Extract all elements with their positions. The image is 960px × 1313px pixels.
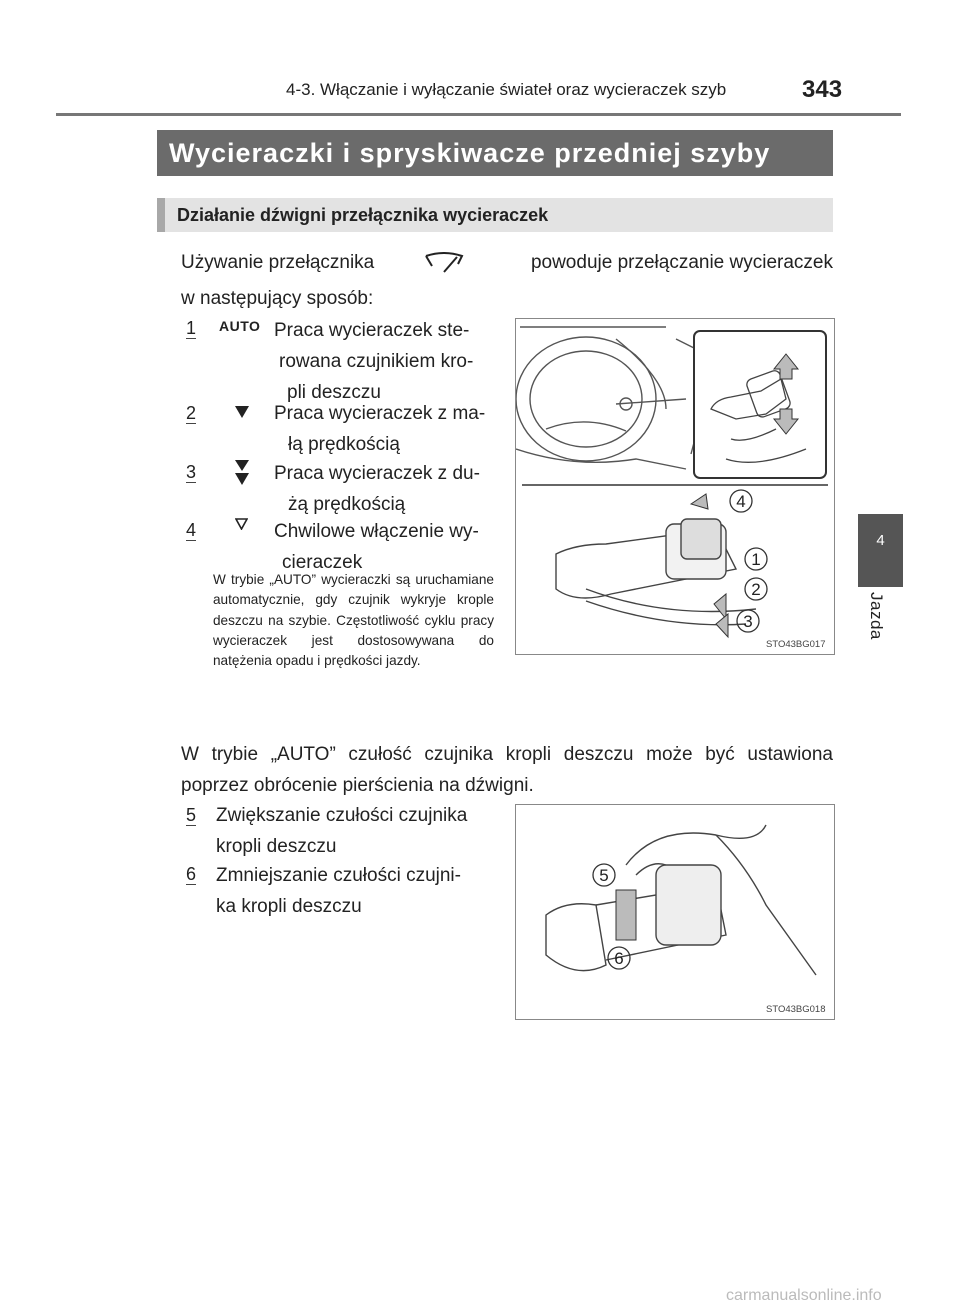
figure-1-callout-3: 3	[743, 612, 753, 631]
wiper-switch-icon	[424, 252, 464, 276]
watermark: carmanualsonline.info	[726, 1287, 882, 1304]
single-down-triangle-icon	[235, 406, 249, 418]
item-line: Zmniejszanie czułości czujni-	[216, 865, 461, 886]
item-line: cieraczek	[282, 552, 363, 573]
item-line: kropli deszczu	[216, 836, 337, 857]
item-4-text	[274, 516, 496, 578]
item-line: żą prędkością	[288, 494, 406, 515]
item-number: 1	[186, 318, 197, 338]
item-line: Praca wycieraczek ste-	[274, 320, 470, 341]
chapter-number: 4	[876, 532, 885, 549]
figure-1-callout-4: 4	[736, 492, 746, 511]
subsection-title: Działanie dźwigni przełącznika wycieraczek	[157, 198, 833, 232]
item-number: 6	[186, 864, 197, 884]
figure-2-code: STO43BG018	[766, 1004, 826, 1015]
wiper-lever-figure	[515, 318, 835, 655]
item-1-text	[274, 315, 494, 408]
intro-part-1: Używanie przełącznika	[181, 252, 375, 273]
figure-2-callout-5: 5	[599, 866, 609, 885]
item-line: Praca wycieraczek z du-	[274, 463, 480, 484]
figure-2-callout-6: 6	[614, 949, 624, 968]
item-line: łą prędkością	[288, 434, 400, 455]
item-number: 5	[186, 805, 197, 825]
item-line: ka kropli deszczu	[216, 896, 362, 917]
item-line: rowana czujnikiem kro-	[279, 351, 474, 372]
item-line: pli deszczu	[287, 382, 381, 403]
item-line: Chwilowe włączenie wy-	[274, 521, 479, 542]
figure-1-callout-2: 2	[751, 580, 761, 599]
auto-icon: AUTO	[219, 318, 261, 334]
sensitivity-ring-illustration	[516, 805, 834, 1019]
item-5-text	[216, 800, 496, 862]
intro-line-2: w następujący sposób:	[181, 288, 374, 309]
item-number: 2	[186, 403, 197, 423]
chapter-label: Jazda	[867, 592, 886, 640]
auto-mode-note: W trybie „AUTO” wycieraczki są uruchamiane automatycznie, gdy czujnik wykryje krople deszczu na szybie. Częstotliwość cyklu pracy wycieraczek jest dostosowywana do natężenia opadu i prędkości jazdy.	[213, 572, 494, 669]
outline-triangle-icon	[235, 518, 248, 530]
sensitivity-ring-figure	[515, 804, 835, 1020]
item-line: Zwiększanie czułości czujnika	[216, 805, 468, 826]
item-2-text	[274, 398, 496, 460]
item-number: 3	[186, 462, 197, 482]
wiper-lever-illustration	[516, 319, 834, 654]
item-6-text	[216, 860, 496, 922]
intro-part-2: powoduje przełączanie wycieraczek	[530, 252, 833, 273]
figure-1-callout-1: 1	[751, 550, 761, 569]
running-header-title: 4-3. Włączanie i wyłączanie świateł oraz wycieraczek szyb	[286, 80, 727, 99]
paragraph-auto-sensitivity: W trybie „AUTO” czułość czujnika kropli deszczu może być ustawiona poprzez obrócenie pierścienia na dźwigni.	[181, 744, 833, 796]
item-3-text	[274, 458, 496, 520]
page-number: 343	[802, 76, 843, 103]
section-title: Wycieraczki i spryskiwacze przedniej szyby	[157, 130, 833, 176]
chapter-tab	[858, 514, 903, 587]
item-number: 4	[186, 520, 197, 540]
item-line: Praca wycieraczek z ma-	[274, 403, 486, 424]
figure-1-code: STO43BG017	[766, 639, 826, 650]
double-down-triangle-icon	[235, 460, 249, 486]
header-rule	[56, 113, 901, 116]
